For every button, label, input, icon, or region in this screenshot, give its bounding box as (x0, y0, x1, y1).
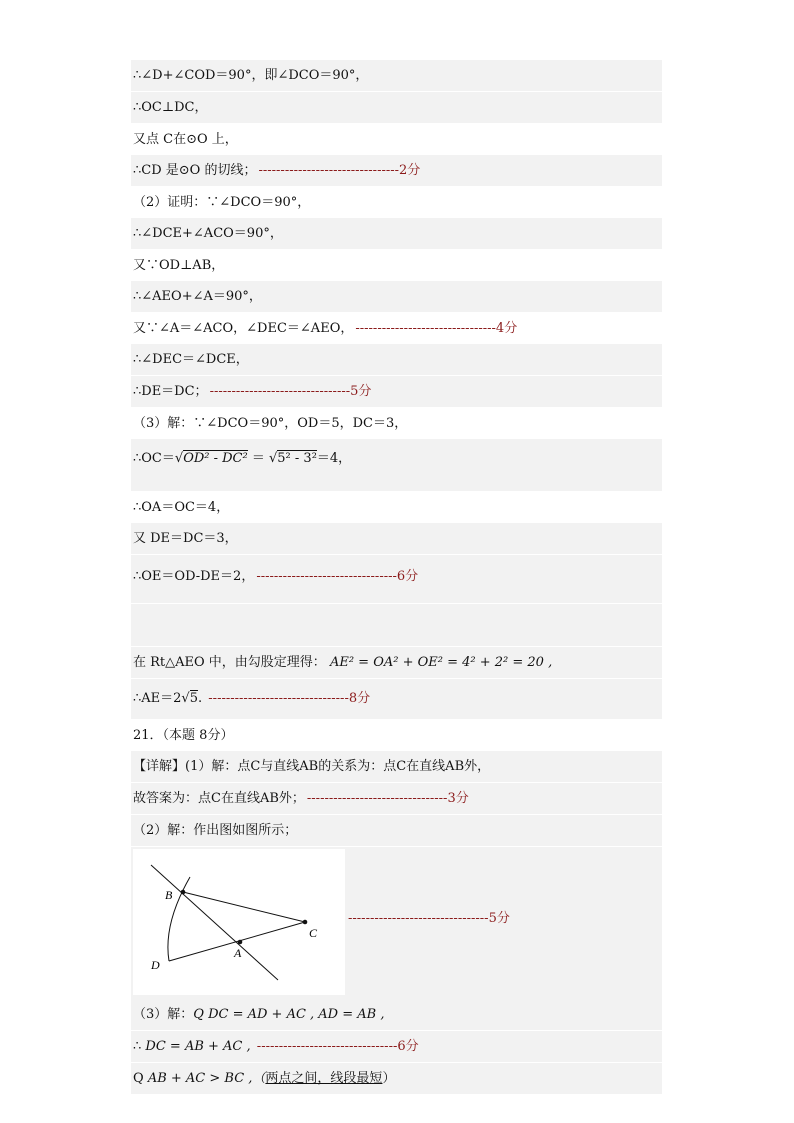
text-line (131, 679, 662, 720)
line-text: ∴ (133, 1039, 142, 1054)
math-expression: Q DC = AD + AC , AD = AB , (193, 1007, 385, 1022)
score-marker: --------------------------------6分 (256, 569, 419, 584)
text-line (131, 523, 662, 555)
score-marker: --------------------------------3分 (306, 791, 469, 806)
radical-sign-icon: √ (174, 451, 184, 466)
line-text: Q (133, 1071, 144, 1086)
math-expression: DC = AB + AC , (145, 1039, 251, 1054)
text-line (131, 376, 662, 408)
line-text: ∴∠D+∠COD＝90°，即∠DCO＝90°， (133, 68, 369, 83)
label-d: D (151, 958, 160, 972)
line-text: 故答案为：点C在直线AB外； (133, 791, 305, 806)
question-heading (131, 720, 662, 751)
score-marker: --------------------------------8分 (208, 691, 371, 706)
text-line (131, 187, 662, 218)
blank-spacer (131, 604, 662, 647)
line-text: ∴AE＝2 (133, 691, 182, 706)
geometry-diagram (133, 849, 345, 995)
point-a (238, 940, 243, 945)
document-content (131, 60, 662, 1095)
label-c: C (309, 926, 318, 940)
text-line (131, 250, 662, 281)
radical-expression: 5 (189, 691, 198, 706)
text-line (131, 218, 662, 250)
score-marker: --------------------------------4分 (355, 321, 518, 336)
text-line: ∴OC＝√OD² - DC² ＝ √5² - 3²＝4， (131, 439, 662, 492)
segment-bc (183, 892, 305, 922)
text-line (131, 92, 662, 124)
text-line (131, 751, 662, 783)
score-marker: --------------------------------2分 (258, 163, 421, 178)
text-line (131, 1063, 662, 1095)
line-ba-extended (151, 865, 278, 980)
line-text: ∴OA＝OC＝4， (133, 500, 230, 515)
text-line (131, 60, 662, 92)
line-text: （3）解：∵∠DCO＝90°，OD＝5，DC＝3， (133, 416, 408, 431)
line-text: 又 DE＝DC＝3， (133, 531, 238, 546)
math-expression: AB + AC > BC ,（ (147, 1071, 266, 1086)
line-text: ∴∠DEC＝∠DCE， (133, 352, 249, 367)
text-line (131, 492, 662, 523)
score-marker: --------------------------------5分 (209, 384, 372, 399)
pythagorean-formula: AE² = OA² + OE² = 4² + 2² = 20 , (329, 655, 553, 670)
text-line (131, 1031, 662, 1063)
line-text: 又∵OD⊥AB， (133, 258, 225, 273)
label-b: B (165, 888, 173, 902)
label-a: A (234, 946, 242, 960)
point-b (181, 890, 186, 895)
text-line (131, 555, 662, 604)
radical-sign-icon: √ (181, 691, 190, 706)
result-text: ＝4， (316, 451, 352, 466)
text-line (131, 124, 662, 155)
line-text: 又∵∠A＝∠ACO，∠DEC＝∠AEO， (133, 321, 354, 336)
line-text: ∴∠AEO+∠A＝90°， (133, 289, 262, 304)
figure-row (131, 847, 662, 999)
line-text: ∴OC＝ (133, 451, 175, 466)
text-line (131, 408, 662, 439)
line-text: （3）解： (133, 1007, 194, 1022)
line-text: ∴DE＝DC； (133, 384, 208, 399)
point-c (303, 920, 308, 925)
line-text: ∴∠DCE+∠ACO＝90°， (133, 226, 283, 241)
line-text: 在 Rt△AEO 中，由勾股定理得： (133, 655, 326, 670)
line-text: （2）解：作出图如图所示； (133, 823, 298, 838)
text-line (131, 999, 662, 1031)
text-line (131, 783, 662, 815)
line-text: 又点 C在⊙O 上， (133, 132, 238, 147)
underlined-reason: 两点之间，线段最短 (265, 1071, 383, 1086)
line-text: 21．（本题 8分） (133, 728, 234, 743)
radical-sign-icon: √ (268, 451, 278, 466)
text-line (131, 344, 662, 376)
line-text: ∴CD 是⊙O 的切线； (133, 163, 257, 178)
text-line (131, 647, 662, 679)
text-line (131, 155, 662, 187)
radical-expression: 5² - 3² (277, 451, 317, 466)
line-text: ∴OC⊥DC， (133, 100, 208, 115)
line-tail: ） (382, 1071, 396, 1086)
line-tail: . (198, 691, 203, 706)
text-line (131, 313, 662, 344)
geometry-figure (133, 849, 345, 995)
radical-expression: OD² - DC² (183, 451, 248, 466)
line-text: 【详解】(1）解：点C与直线AB的关系为：点C在直线AB外， (133, 759, 491, 774)
text-line (131, 815, 662, 847)
text-line (131, 281, 662, 313)
score-marker: --------------------------------5分 (348, 911, 510, 926)
line-text: （2）证明：∵∠DCO＝90°， (133, 195, 311, 210)
line-text: ∴OE＝OD-DE＝2， (133, 569, 255, 584)
score-marker: --------------------------------6分 (256, 1039, 419, 1054)
